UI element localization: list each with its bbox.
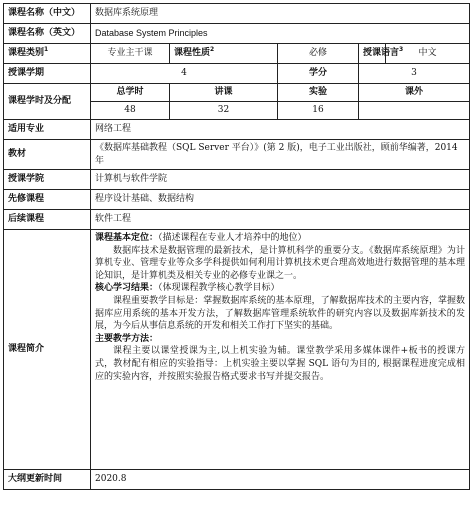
row-category [4,44,470,64]
row-followup [4,210,470,230]
hours-total: 48 [91,102,170,120]
nature-label: 课程性质 [174,48,211,58]
semester-value: 4 [91,64,278,84]
followup-label: 后续课程 [4,210,91,230]
name-cn-value: 数据库系统原理 [91,4,470,24]
row-prereq [4,190,470,210]
row-semester [4,64,470,84]
nature-sup: 2 [210,46,215,53]
hours-label: 课程学时及分配 [4,84,91,120]
language-sup: 3 [399,46,404,53]
core-title: 核心学习结果： [95,283,159,294]
row-updated [4,470,470,490]
positioning-title: 课程基本定位： [95,233,159,243]
row-school [4,170,470,190]
name-en-value: Database System Principles [91,24,470,44]
credit-label: 学分 [278,64,359,84]
hours-header-extra: 课外 [359,84,470,102]
row-major [4,120,470,140]
category-label: 课程类别 [8,48,45,58]
positioning-text: 数据库技术是数据管理的最新技术，是计算机科学的重要分支。《数据库系统原理》为计算机专业、管理专业等众多学科提供如何利用计算机技术更合理高效地进行数据管理的基本理论知识，是计算机类及相关专业的必修专业课之一。 [95,245,466,281]
category-label-cell [4,44,91,64]
method-heading [95,333,465,346]
row-hours-header [4,84,470,102]
row-textbook [4,140,470,170]
core-heading [95,282,465,295]
intro-content [91,230,470,470]
updated-label: 大纲更新时间 [4,470,91,490]
row-intro [4,230,470,470]
hours-header-total: 总学时 [91,84,170,102]
core-note: （体现课程教学核心教学目标） [158,283,280,294]
language-value: 中文 [386,44,470,64]
hours-header-lab: 实验 [278,84,359,102]
prereq-label: 先修课程 [4,190,91,210]
row-name-cn [4,4,470,24]
positioning-heading [95,232,465,245]
method-text: 课程主要以课堂授课为主,以上机实验为辅。课堂教学采用多媒体课件+板书的授课方式，教材配有相应的实验指导：上机实验主要以掌握 SQL 语句为目的, 根据课程进度完成相应的实验内容，并按照实验报告格式要求书写并提交报告。 [95,346,466,382]
method-title: 主要教学方法： [95,333,159,344]
semester-label: 授课学期 [4,64,91,84]
nature-value: 必修 [278,44,359,64]
syllabus-table [3,3,470,490]
prereq-value: 程序设计基础、数据结构 [91,190,470,210]
major-value: 网络工程 [91,120,470,140]
textbook-label: 教材 [4,140,91,170]
hours-header-lecture: 讲课 [170,84,278,102]
category-sup: 1 [44,46,49,53]
hours-lecture: 32 [170,102,278,120]
name-cn-label: 课程名称（中文） [4,4,91,24]
updated-value: 2020.8 [91,470,470,490]
school-label: 授课学院 [4,170,91,190]
positioning-note: （描述课程在专业人才培养中的地位） [158,233,307,243]
textbook-value: 《数据库基础教程（SQL Server 平台）》(第 2 版)，电子工业出版社，顾前华编著，2014 年 [91,140,470,170]
followup-value: 软件工程 [91,210,470,230]
intro-label: 课程简介 [4,230,91,470]
row-name-en [4,24,470,44]
core-text: 课程重要教学目标是：掌握数据库系统的基本原理，了解数据库技术的主要内容，掌握数据库应用系统的基本开发方法，了解数据库管理系统软件的研究内容以及数据库新技术的发展，为今后从事信息系统的开发和相关工作打下坚实的基础。 [95,295,466,332]
school-value: 计算机与软件学院 [91,170,470,190]
language-label-cell [359,44,404,64]
credit-value: 3 [359,64,470,84]
name-en-label: 课程名称（英文） [4,24,91,44]
hours-extra [359,102,470,120]
major-label: 适用专业 [4,120,91,140]
language-label: 授课语言 [363,48,400,58]
category-value: 专业主干课 [91,44,170,64]
nature-label-cell [170,44,278,64]
hours-lab: 16 [278,102,359,120]
